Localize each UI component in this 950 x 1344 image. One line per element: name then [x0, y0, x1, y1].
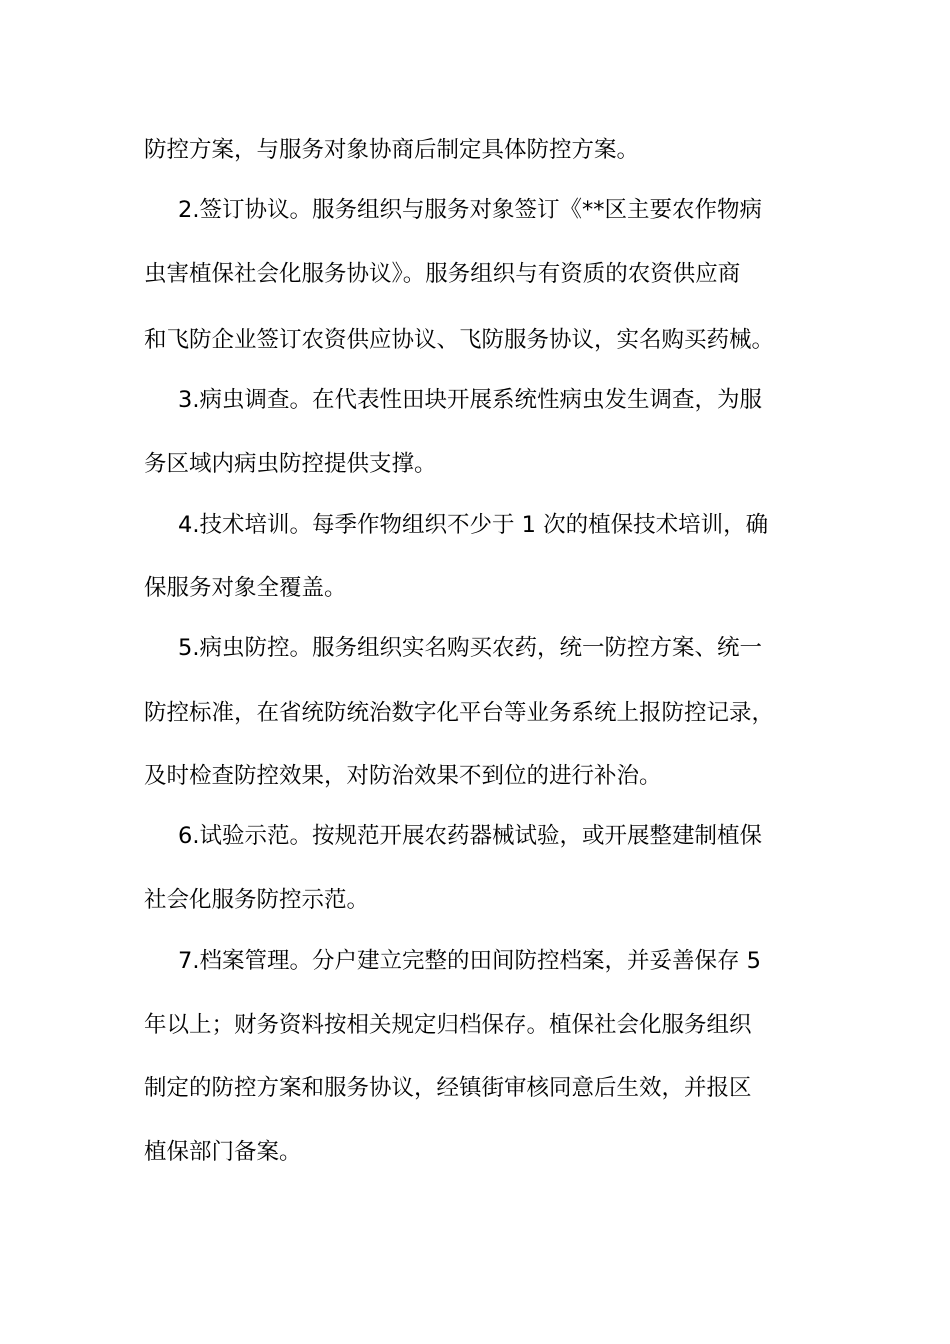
- paragraph-heading-technical-training: 4.技术培训。每季作物组织不少于 1 次的植保技术培训，确: [178, 512, 769, 538]
- text-line: 务区域内病虫防控提供支撑。: [144, 451, 437, 477]
- text-line: 年以上；财务资料按相关规定归档保存。植保社会化服务组织: [144, 1012, 752, 1038]
- paragraph-heading-trial-demonstration: 6.试验示范。按规范开展农药器械试验，或开展整建制植保: [178, 823, 762, 849]
- text-line: 植保部门备案。: [144, 1139, 302, 1165]
- text-line: 社会化服务防控示范。: [144, 887, 370, 913]
- paragraph-heading-pest-survey: 3.病虫调查。在代表性田块开展系统性病虫发生调查，为服: [178, 387, 762, 413]
- paragraph-heading-archive-management: 7.档案管理。分户建立完整的田间防控档案，并妥善保存 5: [178, 948, 761, 974]
- paragraph-heading-pest-control: 5.病虫防控。服务组织实名购买农药，统一防控方案、统一: [178, 635, 762, 661]
- text-line: 制定的防控方案和服务协议，经镇街审核同意后生效，并报区: [144, 1075, 752, 1101]
- text-line: 及时检查防控效果，对防治效果不到位的进行补治。: [144, 763, 662, 789]
- text-line: 保服务对象全覆盖。: [144, 575, 347, 601]
- text-line: 防控方案，与服务对象协商后制定具体防控方案。: [144, 137, 640, 163]
- text-line: 虫害植保社会化服务协议》。服务组织与有资质的农资供应商: [144, 261, 741, 287]
- paragraph-heading-sign-agreement: 2.签订协议。服务组织与服务对象签订《**区主要农作物病: [178, 197, 762, 223]
- text-line: 和飞防企业签订农资供应协议、飞防服务协议，实名购买药械。: [144, 327, 775, 353]
- text-line: 防控标准，在省统防统治数字化平台等业务系统上报防控记录，: [144, 700, 775, 726]
